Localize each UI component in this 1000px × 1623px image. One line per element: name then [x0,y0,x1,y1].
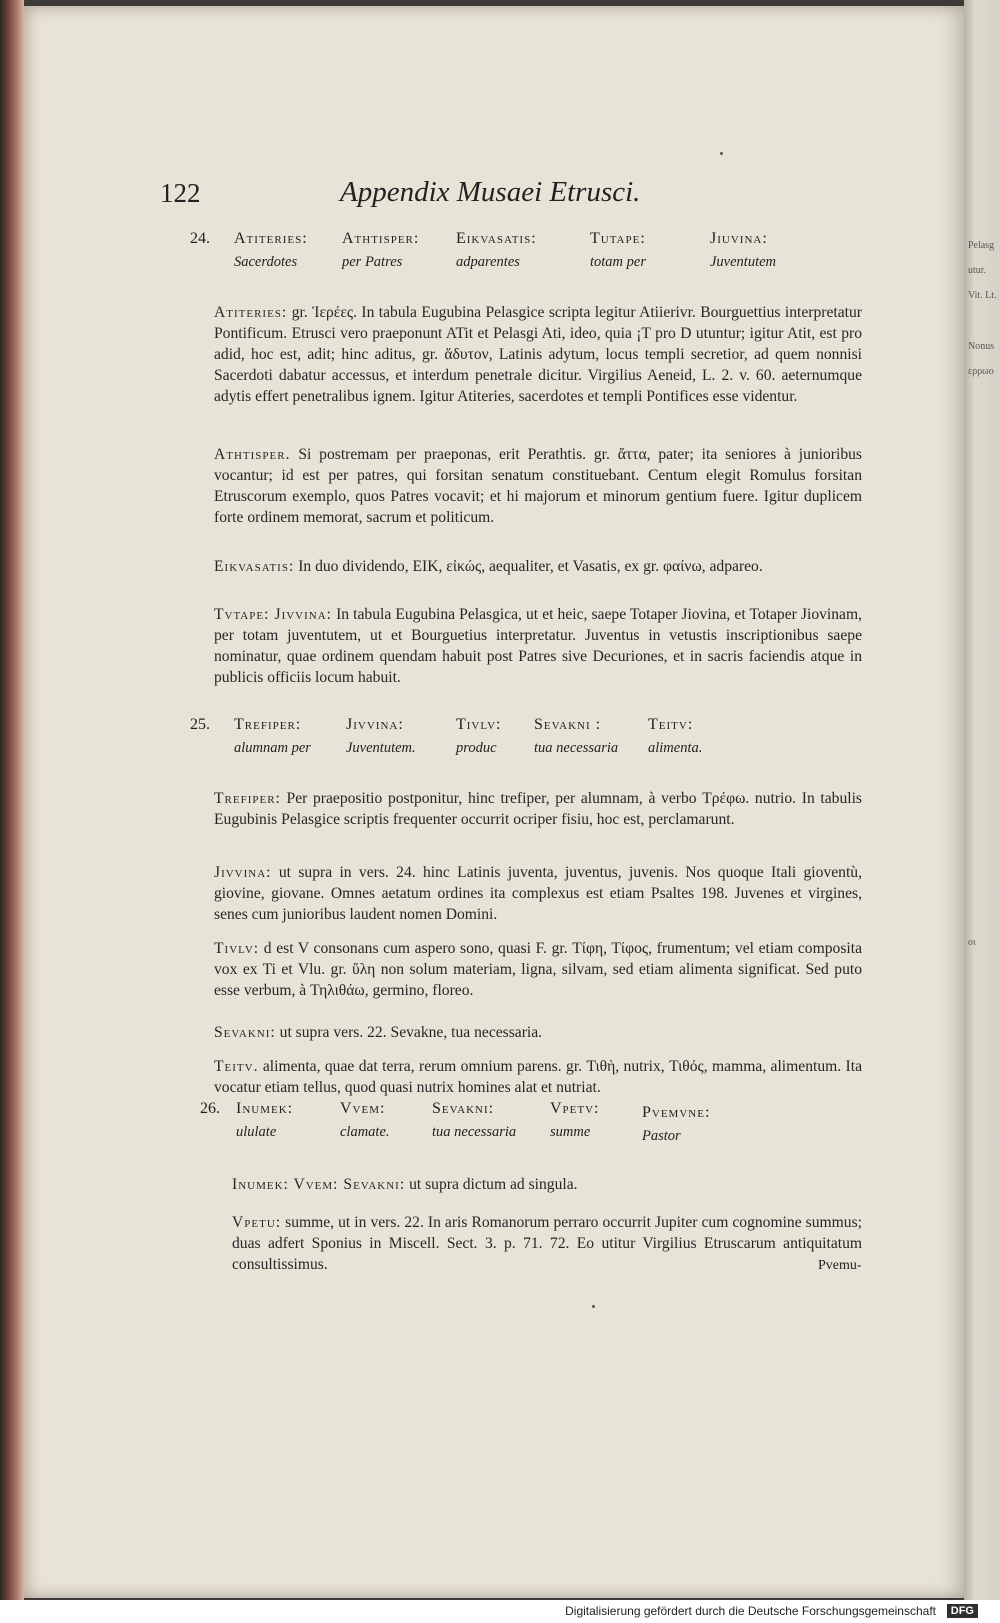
note-jivvina [214,862,862,925]
latin-gloss: clamate. [340,1124,390,1140]
latin-gloss: alimenta. [648,740,703,756]
etruscan-word: Sevakni: [432,1100,495,1117]
verse-word [342,230,419,271]
note-text: alimenta, quae dat terra, rerum omnium parens. gr. Τιθὴ, nutrix, Τιθός, mamma, alimentum. Ita vocatur etiam tellus, quod quasi nutrix homines alat et nutriat. [214,1057,862,1096]
verse-25 [190,716,810,760]
note-head: Vpetu: [232,1213,282,1231]
verse-word [648,716,702,757]
note-head: Atiteries: [214,303,288,321]
note-eikvasatis [214,556,862,577]
latin-gloss: ululate [236,1124,277,1140]
note-head: Tvtape: Jivvina: [214,605,332,623]
verse-word [534,716,618,757]
etruscan-word: Atiteries: [234,230,308,247]
note-text: Si postremam per praeponas, erit Perathtis. gr. ἄττα, pater; ita seniores à junioribus vocantur; id est per patres, qui forsitan senatum constituebant. Centum elegit Romulus forsitan Etruscorum exemplo, quos Patres vocavit; et hi majorum et minorum gentium fuere. Igitur duplicem forte ordinem memorat, sacrum et politicum. [214,445,862,526]
verse-word [710,230,776,271]
page-number: 122 [160,178,201,208]
note-tvtape [214,604,862,688]
note-head: Eikvasatis: [214,557,295,575]
latin-gloss: per Patres [342,254,403,270]
etruscan-word: Eikvasatis: [456,230,537,247]
facing-fragment: utur. [968,265,987,276]
latin-gloss: tua necessaria [534,740,619,756]
etruscan-word: Teitv: [648,716,694,733]
latin-gloss: produc [456,740,497,756]
verse-word [550,1100,600,1141]
verse-word [236,1100,293,1141]
note-head: Teitv. [214,1057,259,1075]
etruscan-word: Inumek: [236,1100,294,1117]
latin-gloss: summe [550,1124,591,1140]
note-sevakni [214,1022,862,1043]
verse-number: 26. [200,1100,220,1117]
facing-fragment: οι [968,937,976,948]
latin-gloss: tua necessaria [432,1124,517,1140]
etruscan-word: Vvem: [340,1100,386,1117]
verse-word [456,716,501,757]
note-head: Tivlv: [214,939,260,957]
etruscan-word: Pvemvne: [642,1104,711,1121]
running-title: Appendix Musaei Etrusci. [340,176,641,208]
latin-gloss: Juventutem [710,254,777,270]
note-head: Trefiper: [214,789,281,807]
verse-word [340,1100,390,1141]
note-trefiper [214,788,862,830]
dfg-logo: DFG [947,1604,978,1618]
verse-word [590,230,646,271]
paper-speck [592,1305,595,1308]
verse-word [346,716,416,757]
facing-fragment: Nonus [968,341,995,352]
facing-page-edge [964,0,1000,1600]
catchword: Pvemu- [818,1258,862,1273]
verse-26 [200,1100,820,1144]
etruscan-word: Vpetv: [550,1100,600,1117]
note-atiteries [214,302,862,407]
note-text: ut supra in vers. 24. hinc Latinis juventa, juventus, juvenis. Nos quoque Itali gioventù, giovine, giovane. Omnes aetatum ordines ita complexus est etiam Psaltes 198. Juvenes et virgines, senes cum junioribus laudent nomen Domini. [214,863,862,923]
etruscan-word: Jivvina: [346,716,404,733]
note-head: Athtisper. [214,445,291,463]
latin-gloss: totam per [590,254,646,270]
note-vpetu [232,1212,862,1275]
facing-fragment: Vit. Lt. [968,290,997,301]
latin-gloss: Pastor [642,1128,681,1144]
verse-number: 25. [190,716,210,733]
note-text: In duo dividendo, EIK, εἰκώς, aequaliter, et Vasatis, ex gr. φαίνω, adpareo. [298,557,763,575]
verse-number: 24. [190,230,210,247]
latin-gloss: Sacerdotes [234,254,298,270]
verse-word [456,230,537,271]
latin-gloss: alumnam per [234,740,311,756]
verse-word [432,1100,516,1141]
facing-fragment: ερρωο [968,366,994,377]
note-head: Inumek: Vvem: Sevakni: [232,1175,406,1193]
note-text: gr. Ἱερέες. In tabula Eugubina Pelasgice scripta legitur Atiierivr. Bourguettius interpretatur Pontificum. Etrusci vero praeponunt ATit et Pelasgi Ati, ideo, quia ¡T pro D utuntur; igitur Atit, est pro adid, hoc est, adit; hinc aditus, gr. ἄδυτον, Latinis adytum, locus templi secretior, ad quem nonnisi Sacerdoti dabatur accessus, et interdum penetrale dicitur. Virgilius Aeneid, L. 2. v. 60. aeternumque adytis effert penetralibus ignem. Igitur Atiteries, sacerdotes et templi Pontifices esse videntur. [214,303,862,405]
note-text: Per praepositio postponitur, hinc trefiper, per alumnam, à verbo Τρέφω. nutrio. In tabulis Eugubinis Pelasgice scriptis frequenter occurrit ocriper fisiu, hoc est, perclamarunt. [214,789,862,828]
etruscan-word: Athtisper: [342,230,420,247]
verse-word [234,716,311,757]
etruscan-word: Sevakni : [534,716,602,733]
note-athtisper [214,444,862,528]
note-head: Jivvina: [214,863,272,881]
footer-bar [0,1600,1000,1623]
note-text: summe, ut in vers. 22. In aris Romanorum perraro occurrit Jupiter cum cognomine summus; duas adfert Sponius in Miscell. Sect. 3. p. 71. 72. Eo utitur Virgilius Etruscarum antiquitatum consultissimus. [232,1213,863,1273]
note-text: d est V consonans cum aspero sono, quasi F. gr. Τίφη, Τίφος, frumentum; vel etiam composita vox ex Ti et Vlu. gr. ὕλη non solum materiam, ligna, silvam, sed etiam alimenta significat. Sed puto esse verbum, à Τηλιθάω, germino, floreo. [214,939,862,999]
verse-24 [190,230,810,274]
note-text: ut supra dictum ad singula. [409,1175,578,1193]
note-head: Sevakni: [214,1023,276,1041]
note-teitv [214,1056,862,1098]
etruscan-word: Trefiper: [234,716,302,733]
latin-gloss: Juventutem. [346,740,416,756]
note-text: In tabula Eugubina Pelasgica, ut et heic, saepe Totaper Jiovina, et Totaper Jiovinam, per totam juventutem, ut et Bourguetius interpretatur. Juventus in vetustis inscriptionibus saepe nominatur, quae ordinem quendam habuit post Patres sive Decuriones, et in sacris faciendis atque in publicis officiis locum habuit. [214,605,862,686]
etruscan-word: Tivlv: [456,716,502,733]
verse-word [234,230,308,271]
book-binding [0,0,24,1600]
note-text: ut supra vers. 22. Sevakne, tua necessaria. [279,1023,543,1041]
etruscan-word: Tutape: [590,230,646,247]
verse-word [642,1104,710,1145]
paper-speck [720,152,723,155]
facing-fragment: Pelasg [968,240,995,251]
footer-credit: Digitalisierung gefördert durch die Deutsche Forschungsgemeinschaft [565,1604,936,1618]
note-tivlv [214,938,862,1001]
latin-gloss: adparentes [456,254,520,270]
etruscan-word: Jiuvina: [710,230,768,247]
note-inumek [232,1174,862,1195]
